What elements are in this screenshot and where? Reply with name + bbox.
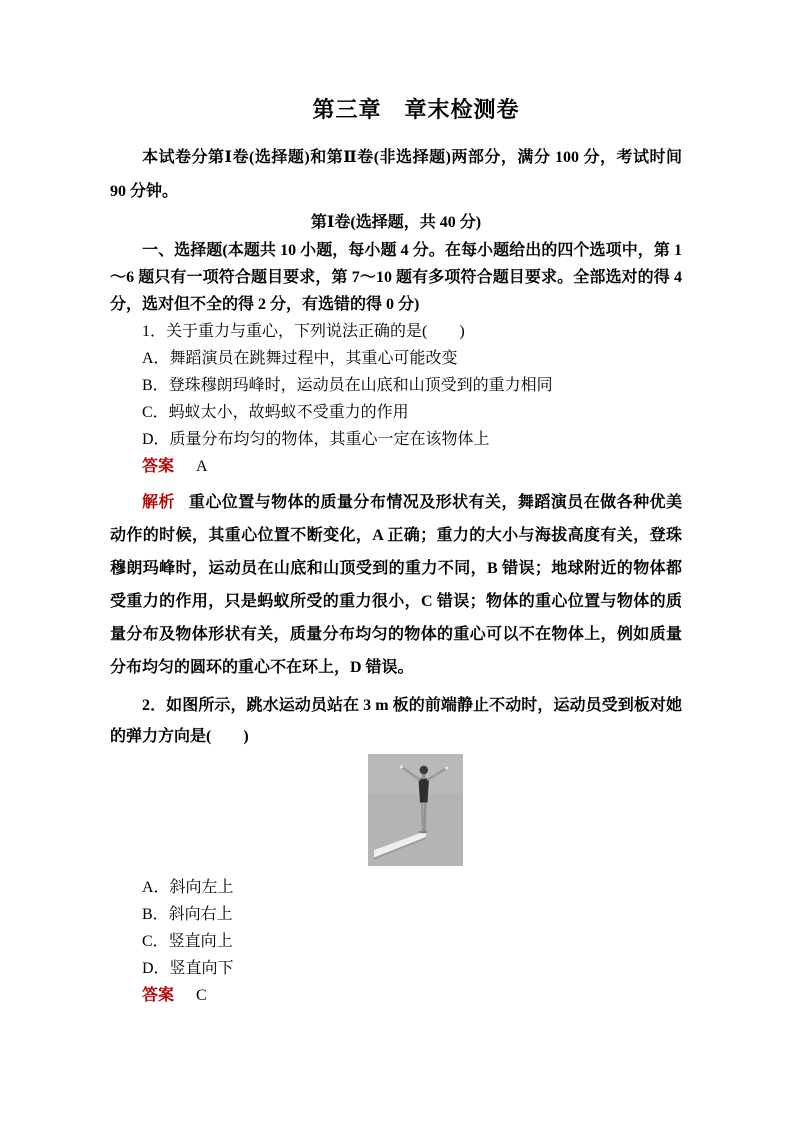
question-2-stem: 2．如图所示，跳水运动员站在 3 m 板的前端静止不动时，运动员受到板对她的弹力方向是( ) — [110, 697, 682, 745]
question-1-analysis — [110, 486, 682, 684]
question-2-option-b: B．斜向右上 — [142, 906, 233, 923]
page-content — [110, 95, 682, 1009]
part1-instructions: 一、选择题(本题共 10 小题，每小题 4 分。在每小题给出的四个选项中，第 1～6 题只有一项符合题目要求，第 7～10 题有多项符合题目要求。全部选对的得 4 分，选对但不全的得 2 分，有选错的得 0 分) — [110, 242, 682, 313]
question-1-option-d: D．质量分布均匀的物体，其重心一定在该物体上 — [142, 431, 490, 448]
question-2-answer-line — [110, 982, 682, 1009]
question-1-stem: 1．关于重力与重心，下列说法正确的是( ) — [142, 323, 465, 340]
analysis-label: 解析 — [142, 494, 175, 511]
part1-heading: 第Ⅰ卷(选择题，共 40 分) — [310, 214, 482, 231]
answer-label: 答案 — [142, 987, 175, 1004]
question-2-answer-value: C — [196, 987, 207, 1004]
exam-intro-paragraph: 本试卷分第Ⅰ卷(选择题)和第Ⅱ卷(非选择题)两部分，满分 100 分，考试时间 90 分钟。 — [110, 149, 682, 200]
question-2-option-a: A．斜向左上 — [142, 879, 234, 896]
diver-on-springboard-photo — [368, 754, 463, 866]
question-1-option-a: A．舞蹈演员在跳舞过程中，其重心可能改变 — [142, 350, 458, 367]
answer-label: 答案 — [142, 458, 175, 475]
diver-photo-graphic — [368, 754, 463, 866]
page-title: 第三章 章末检测卷 — [312, 97, 520, 122]
question-1-answer-line — [110, 453, 682, 480]
question-1-option-b: B．登珠穆朗玛峰时，运动员在山底和山顶受到的重力相同 — [142, 377, 553, 394]
question-2 — [110, 690, 682, 1009]
question-1-answer-value: A — [196, 458, 208, 475]
question-1-analysis-text: 重心位置与物体的质量分布情况及形状有关，舞蹈演员在做各种优美动作的时候，其重心位置不断变化，A 正确；重力的大小与海拔高度有关，登珠穆朗玛峰时，运动员在山底和山顶受到的重力不同，B 错误；地球附近的物体都受重力的作用，只是蚂蚁所受的重力很小，C 错误；物体的重心位置与物体的质量分布及物体形状有关，质量分布均匀的物体的重心可以不在物体上，例如质量分布均匀的圆环的重心不在环上，D 错误。 — [110, 494, 682, 676]
question-2-option-d: D．竖直向下 — [142, 960, 234, 977]
question-1 — [110, 318, 682, 684]
question-2-option-c: C．竖直向上 — [142, 933, 233, 950]
question-1-option-c: C．蚂蚁太小，故蚂蚁不受重力的作用 — [142, 404, 409, 421]
